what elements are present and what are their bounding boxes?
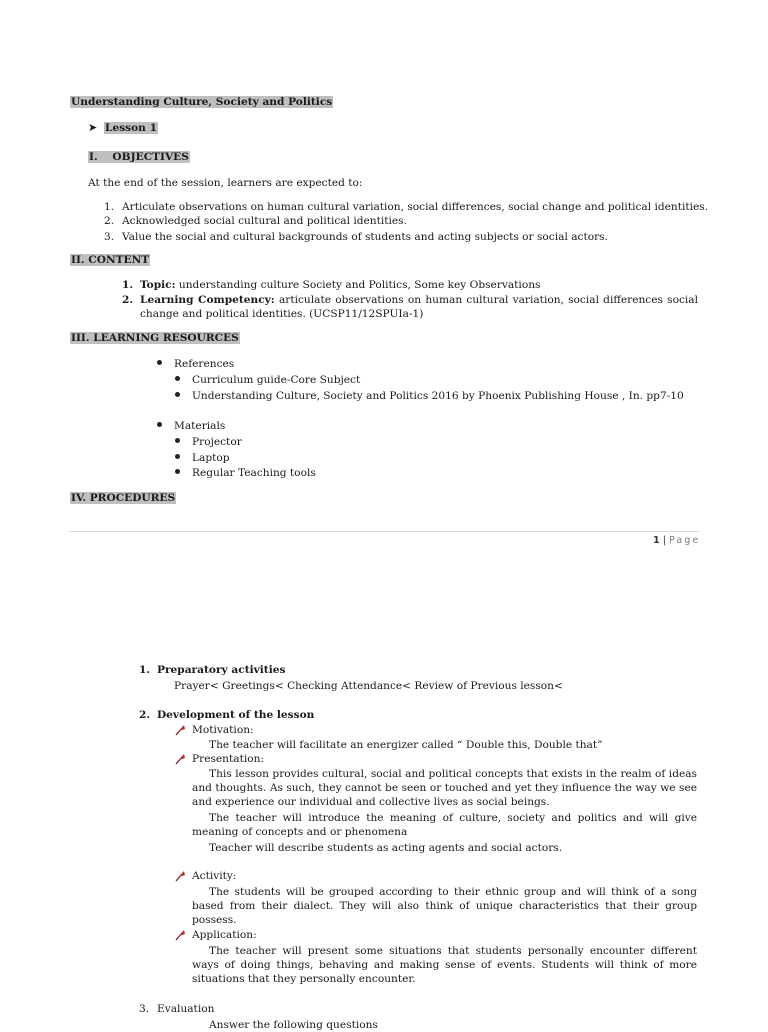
motivation-text: The teacher will facilitate an energizer called “ Double this, Double that” (209, 739, 603, 751)
objective-item: Acknowledged social cultural and political identities. (122, 215, 407, 227)
document-title: Understanding Culture, Society and Politics (71, 96, 333, 108)
content-item-number: 1. (122, 279, 134, 291)
content-heading: II. CONTENT (71, 254, 150, 266)
objectives-heading: I. OBJECTIVES (89, 151, 189, 163)
objectives-intro: At the end of the session, learners are expected to: (88, 177, 363, 189)
procedure-number: 3. (139, 1003, 150, 1015)
objective-item: Value the social and cultural backgrounds of students and acting subjects or social actors. (122, 231, 608, 243)
references-label: References (174, 358, 235, 370)
bullet-icon (175, 454, 180, 459)
content-topic: Topic: understanding culture Society and Politics, Some key Observations (140, 279, 541, 291)
presentation-paragraph: This lesson provides cultural, social and political concepts that exists in the realm of ideas and thoughts. As such, they cannot be seen or touched and yet they influence the way we see and experience our individual and collective lives as social beings. (192, 768, 697, 808)
material-item: Projector (192, 436, 242, 448)
development-title: Development of the lesson (157, 709, 315, 721)
evaluation-text: Answer the following questions (209, 1019, 378, 1031)
presentation-paragraph: Teacher will describe students as acting agents and social actors. (209, 842, 563, 854)
presentation-paragraph: The teacher will introduce the meaning of culture, society and politics and will give meaning of concepts and or phenomena (192, 812, 697, 838)
motivation-label: Motivation: (192, 724, 254, 736)
objective-number: 3. (104, 231, 115, 243)
preparatory-title: Preparatory activities (157, 664, 286, 676)
objective-number: 1. (104, 201, 115, 213)
content-item-number: 2. (122, 294, 134, 306)
procedures-heading: IV. PROCEDURES (71, 492, 176, 504)
content-learning-competency: Learning Competency: articulate observations on human cultural variation, social differences social change and political identities. (UCSP11/12SPUIa-1) (140, 294, 699, 320)
page-number: 1 | Page (653, 535, 701, 546)
material-item: Laptop (192, 452, 230, 464)
preparatory-text: Prayer< Greetings< Checking Attendance< Review of Previous lesson< (174, 680, 563, 692)
objective-item: Articulate observations on human cultural variation, social differences, social change and political identities. (122, 201, 709, 213)
objective-number: 2. (104, 215, 115, 227)
quill-bullet-icon (174, 870, 186, 882)
bullet-icon (175, 469, 180, 474)
presentation-label: Presentation: (192, 753, 264, 765)
quill-bullet-icon (174, 753, 186, 765)
activity-text: The students will be grouped according to their ethnic group and will think of a song based from their dialect. They will also think of unique characteristics that their group possess. (192, 886, 697, 926)
material-item: Regular Teaching tools (192, 467, 316, 479)
bullet-icon (157, 422, 162, 427)
arrow-bullet-icon: ➤ (88, 121, 98, 134)
footer-divider (69, 531, 699, 532)
application-label: Application: (192, 929, 257, 941)
materials-label: Materials (174, 420, 226, 432)
lesson-label: Lesson 1 (105, 122, 157, 134)
reference-item: Understanding Culture, Society and Politics 2016 by Phoenix Publishing House , In. pp7-10 (192, 390, 684, 402)
procedure-number: 2. (139, 709, 151, 721)
application-text: The teacher will present some situations that students personally encounter different ways of doing things, behaving and making sense of events. Students will think of more situations that they personally encounter. (192, 945, 697, 985)
procedure-number: 1. (139, 664, 151, 676)
activity-label: Activity: (192, 870, 237, 882)
bullet-icon (175, 438, 180, 443)
reference-item: Curriculum guide-Core Subject (192, 374, 361, 386)
quill-bullet-icon (174, 724, 186, 736)
quill-bullet-icon (174, 929, 186, 941)
resources-heading: III. LEARNING RESOURCES (71, 332, 239, 344)
bullet-icon (157, 360, 162, 365)
bullet-icon (175, 392, 180, 397)
evaluation-title: Evaluation (157, 1003, 215, 1015)
bullet-icon (175, 376, 180, 381)
